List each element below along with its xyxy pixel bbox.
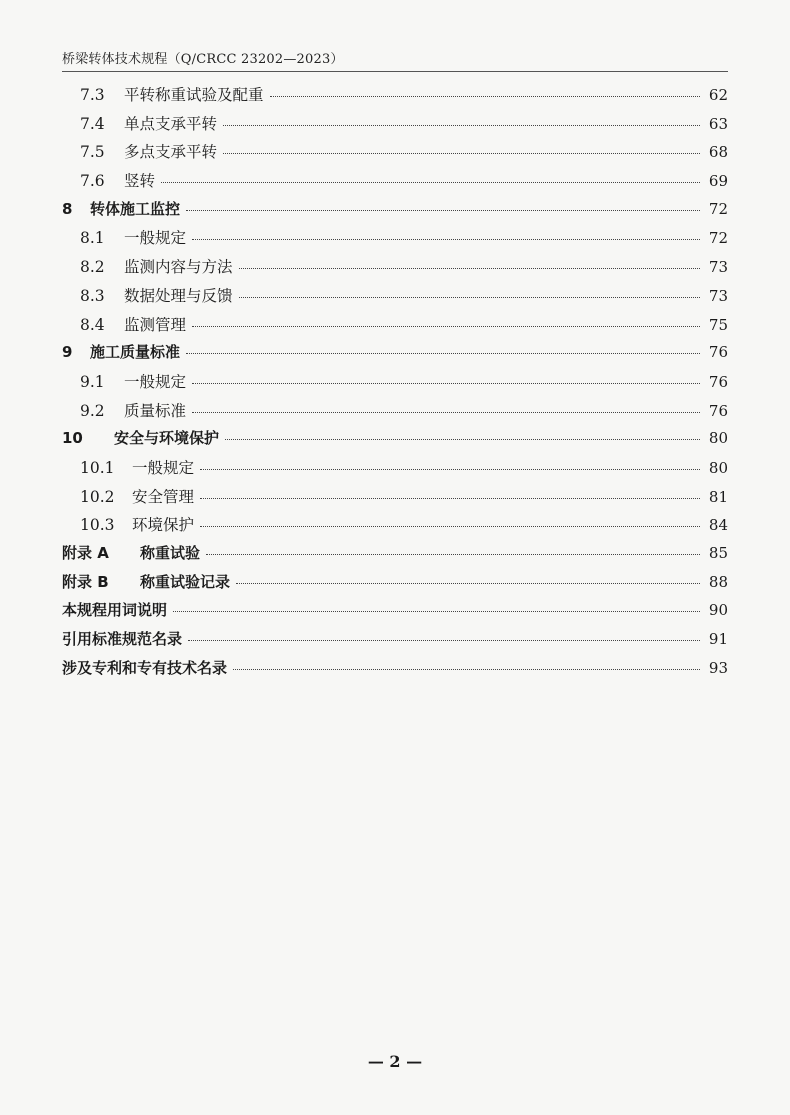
header-rule [62,71,728,72]
toc-entry-page: 90 [708,601,728,620]
running-header: 桥梁转体技术规程（Q/CRCC 23202—2023） [62,52,344,67]
toc-entry-page: 88 [708,572,728,591]
toc-entry-page: 85 [708,544,728,562]
toc-entry-title: 转体施工监控 [90,199,181,218]
toc-entry-number: 8.1 [80,229,105,248]
toc-entry-number: 8 [62,199,73,218]
toc-entry[interactable] [62,456,728,485]
dot-leader [200,469,700,470]
toc-entry-title: 本规程用词说明 [62,601,168,620]
toc-entry-title: 施工质量标准 [90,343,181,362]
toc-entry-number: 8.4 [80,315,105,334]
toc-chapter-entry[interactable] [62,427,728,456]
toc-entry[interactable] [62,226,728,255]
toc-entry-title: 单点支承平转 [124,114,218,133]
dot-leader [206,554,700,555]
toc-entry-title: 环境保护 [132,516,195,535]
toc-entry-number: 7.4 [80,114,105,133]
toc-entry-number: 9.1 [80,372,105,391]
toc-entry-number: 8.3 [80,286,105,305]
toc-entry[interactable] [62,313,728,342]
dot-leader [270,96,700,97]
dot-leader [239,268,700,269]
toc-entry[interactable] [62,83,728,112]
dot-leader [192,383,700,384]
toc-entry-page: 76 [708,372,728,391]
toc-entry-title: 引用标准规范名录 [62,630,183,649]
toc-entry-title: 一般规定 [132,458,195,477]
toc-appendix-entry[interactable] [62,542,728,571]
toc-entry-number: 附录 B [62,572,109,591]
toc-entry[interactable] [62,140,728,169]
toc-entry-page: 72 [708,199,728,218]
dot-leader [192,239,700,240]
dot-leader [200,526,700,527]
dot-leader [236,583,700,584]
toc-entry-title: 数据处理与反馈 [124,286,233,305]
dot-leader [192,412,700,413]
toc-entry-title: 涉及专利和专有技术名录 [62,658,228,677]
toc-backmatter-entry[interactable] [62,657,728,686]
toc-entry-page: 73 [708,286,728,305]
toc-entry[interactable] [62,485,728,514]
toc-entry-title: 称重试验记录 [140,572,231,591]
toc-entry-title: 一般规定 [124,372,187,391]
toc-entry-page: 62 [708,86,728,104]
toc-entry-page: 84 [708,516,728,535]
toc-entry-page: 80 [708,429,728,448]
dot-leader [188,640,700,641]
dot-leader [223,125,700,126]
toc-entry-page: 93 [708,658,728,677]
toc-entry-page: 72 [708,229,728,248]
toc-entry-number: 10.1 [80,458,115,477]
toc-entry-title: 竖转 [124,172,156,191]
toc-entry[interactable] [62,169,728,198]
toc-entry-number: 9 [62,343,73,362]
toc-entry-page: 75 [708,315,728,334]
dot-leader [200,498,700,499]
page-number: — 2 — [367,1052,423,1071]
toc-entry-title: 一般规定 [124,229,187,248]
toc-entry-title: 监测管理 [124,315,187,334]
dot-leader [173,611,700,612]
toc-entry-number: 10.3 [80,516,115,535]
toc-backmatter-entry[interactable] [62,628,728,657]
toc-entry-page: 73 [708,258,728,277]
toc-entry-number: 10.2 [80,487,115,506]
toc-entry-page: 81 [708,487,728,506]
toc-entry[interactable] [62,112,728,141]
toc-chapter-entry[interactable] [62,198,728,227]
toc-entry-number: 附录 A [62,544,109,562]
toc-entry-title: 平转称重试验及配重 [124,86,264,104]
dot-leader [223,153,700,154]
toc-entry[interactable] [62,370,728,399]
toc-entry[interactable] [62,513,728,542]
toc-entry-page: 80 [708,458,728,477]
table-of-contents [62,83,728,685]
dot-leader [239,297,700,298]
toc-entry-title: 称重试验 [140,544,201,562]
toc-entry-page: 76 [708,401,728,420]
toc-entry[interactable] [62,255,728,284]
toc-entry-number: 9.2 [80,401,105,420]
toc-entry-title: 安全管理 [132,487,195,506]
toc-entry-number: 7.5 [80,143,105,162]
dot-leader [186,210,700,211]
toc-entry[interactable] [62,284,728,313]
toc-entry-page: 63 [708,114,728,133]
toc-entry-page: 69 [708,172,728,191]
dot-leader [161,182,700,183]
toc-entry-number: 8.2 [80,258,105,277]
toc-appendix-entry[interactable] [62,571,728,600]
toc-entry-title: 多点支承平转 [124,143,218,162]
toc-entry[interactable] [62,399,728,428]
toc-entry-title: 监测内容与方法 [124,258,233,277]
toc-entry-page: 91 [708,630,728,649]
toc-entry-page: 76 [708,343,728,362]
dot-leader [233,669,700,670]
dot-leader [192,326,700,327]
toc-backmatter-entry[interactable] [62,599,728,628]
toc-entry-title: 质量标准 [124,401,187,420]
toc-entry-number: 10 [62,429,83,448]
toc-entry-number: 7.6 [80,172,105,191]
dot-leader [225,439,700,440]
toc-entry-title: 安全与环境保护 [114,429,220,448]
dot-leader [186,353,700,354]
toc-chapter-entry[interactable] [62,341,728,370]
toc-entry-page: 68 [708,143,728,162]
toc-entry-number: 7.3 [80,86,105,104]
